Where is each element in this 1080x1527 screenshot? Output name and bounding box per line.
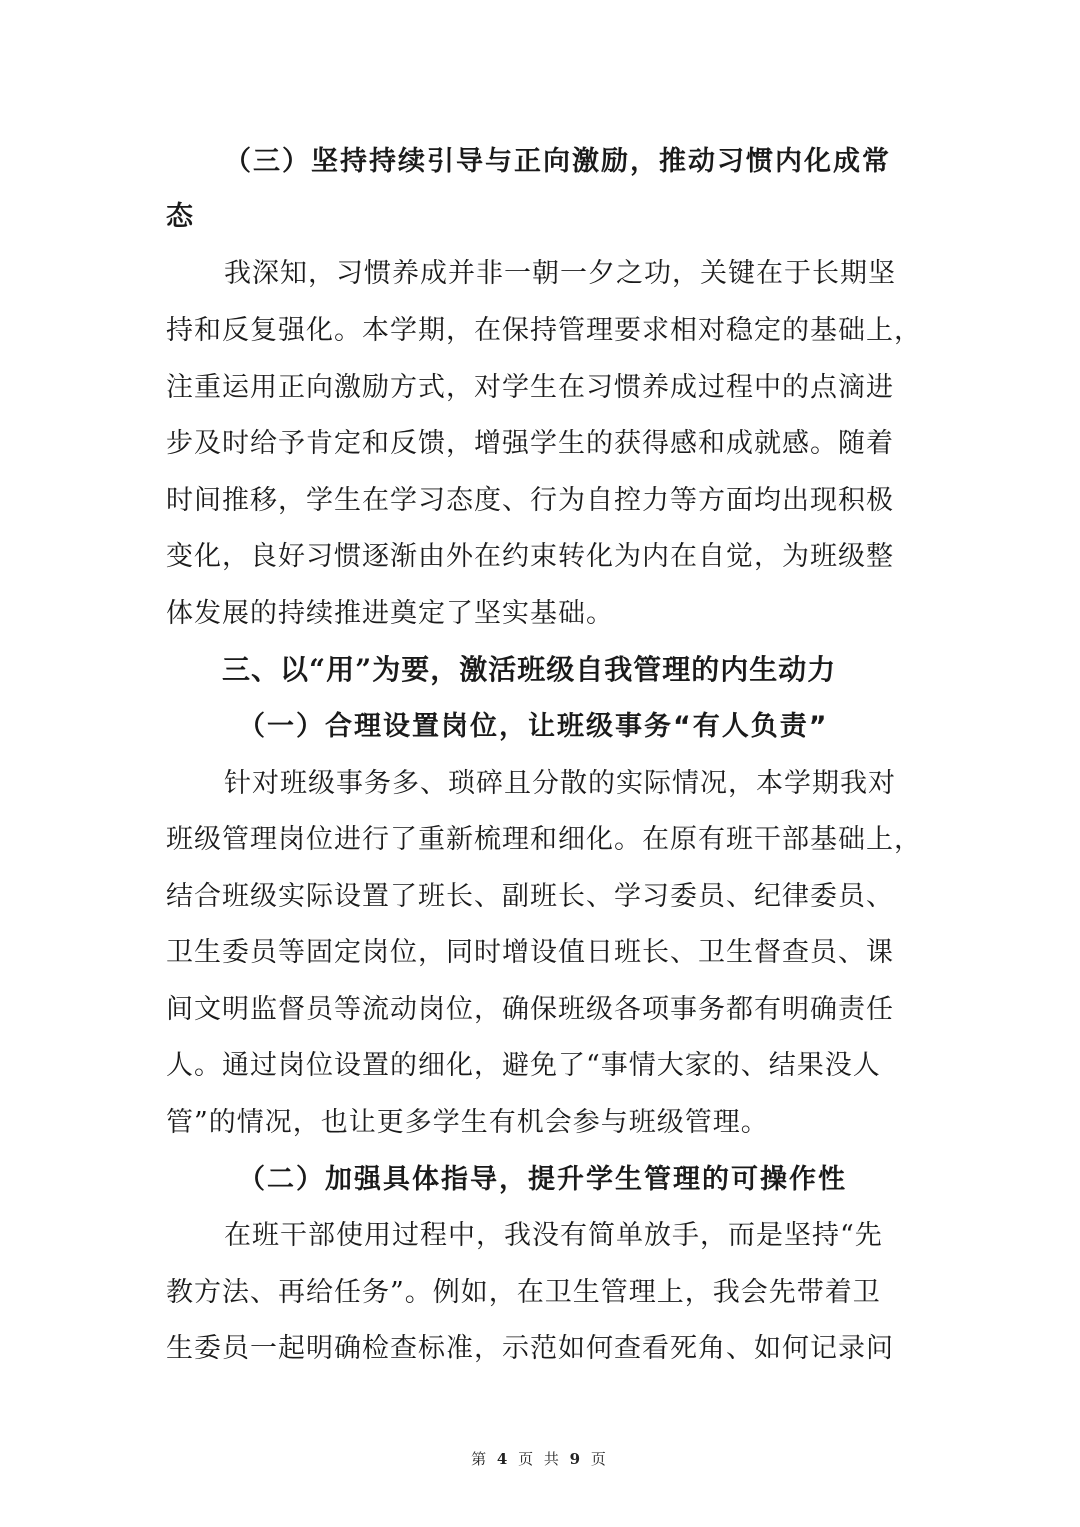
paragraph-line: 卫生委员等固定岗位，同时增设值日班长、卫生督查员、课 (166, 937, 894, 968)
subsection-title: （三）坚持持续引导与正向激励，推动习惯内化成常 (224, 146, 891, 177)
paragraph-line: 针对班级事务多、琐碎且分散的实际情况，本学期我对 (224, 768, 896, 799)
section-title: 三、以“用”为要，激活班级自我管理的内生动力 (222, 653, 837, 686)
paragraph-line: 注重运用正向激励方式，对学生在习惯养成过程中的点滴进 (166, 372, 894, 403)
paragraph-line: 在班干部使用过程中，我没有简单放手，而是坚持“先 (224, 1220, 883, 1251)
paragraph-line: 人。通过岗位设置的细化，避免了“事情大家的、结果没人 (166, 1050, 881, 1081)
current-page-number: 4 (496, 1450, 511, 1468)
footer-prefix: 第 (471, 1450, 490, 1468)
paragraph-line: 时间推移，学生在学习态度、行为自控力等方面均出现积极 (166, 485, 894, 516)
subsection-title: （一）合理设置岗位，让班级事务“有人负责” (238, 711, 829, 742)
subsection-title: （二）加强具体指导，提升学生管理的可操作性 (238, 1164, 847, 1195)
total-page-count: 9 (569, 1450, 584, 1468)
paragraph-line: 结合班级实际设置了班长、副班长、学习委员、纪律委员、 (166, 881, 894, 912)
paragraph-line: 生委员一起明确检查标准，示范如何查看死角、如何记录问 (166, 1333, 894, 1364)
paragraph-line: 班级管理岗位进行了重新梳理和细化。在原有班干部基础上， (166, 824, 922, 855)
paragraph-line: 步及时给予肯定和反馈，增强学生的获得感和成就感。随着 (166, 428, 894, 459)
paragraph-line: 体发展的持续推进奠定了坚实基础。 (166, 598, 614, 629)
paragraph-line: 教方法、再给任务”。例如，在卫生管理上，我会先带着卫 (166, 1277, 881, 1308)
subsection-title-continued: 态 (166, 201, 195, 232)
paragraph-line: 间文明监督员等流动岗位，确保班级各项事务都有明确责任 (166, 994, 894, 1025)
paragraph-line: 管”的情况，也让更多学生有机会参与班级管理。 (166, 1107, 769, 1138)
footer-middle: 页 共 (518, 1450, 562, 1468)
page-footer (0, 1448, 1080, 1469)
footer-suffix: 页 (590, 1450, 609, 1468)
paragraph-line: 我深知，习惯养成并非一朝一夕之功，关键在于长期坚 (224, 258, 896, 289)
paragraph-line: 持和反复强化。本学期，在保持管理要求相对稳定的基础上， (166, 315, 922, 346)
paragraph-line: 变化，良好习惯逐渐由外在约束转化为内在自觉，为班级整 (166, 541, 894, 572)
